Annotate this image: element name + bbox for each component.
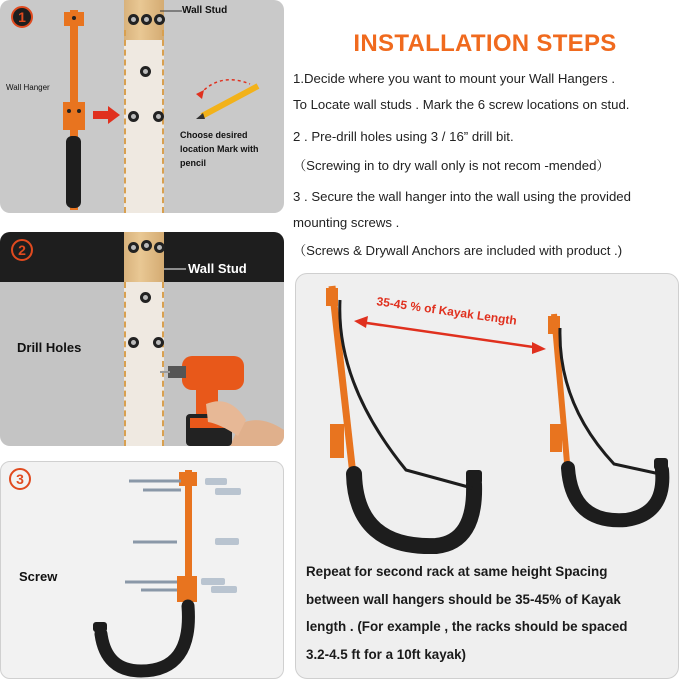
label-leader-line — [164, 266, 188, 272]
screw-label: Screw — [19, 569, 58, 584]
screw-mark — [154, 242, 165, 253]
spacing-measure-label: 35-45 % of Kayak Length — [375, 294, 518, 328]
wall-hanger-illustration — [40, 8, 100, 213]
hanger-with-screws-illustration — [81, 466, 281, 678]
screw-mark — [154, 14, 165, 25]
screw-mark — [141, 14, 152, 25]
wall-stud-label: Wall Stud — [188, 261, 247, 276]
drill-holes-label: Drill Holes — [17, 340, 82, 355]
screw-mark — [140, 292, 151, 303]
label-leader-line — [160, 8, 184, 14]
spacing-caption: Repeat for second rack at same height Spacing between wall hangers should be 35-45% of Kayak length . (For example , the racks should be spaced 3.2-4.5 ft for a 10ft kayak) — [306, 564, 628, 662]
step2-panel — [0, 232, 284, 446]
wall-stud-label: Wall Stud — [182, 5, 228, 16]
pencil-icon — [190, 72, 270, 122]
screw-mark — [128, 242, 139, 253]
choose-location-text: Choose desired location Mark with pencil — [180, 130, 259, 168]
stud-marked-area — [124, 282, 164, 446]
step1-badge: 1 — [11, 6, 33, 28]
spacing-panel — [295, 273, 679, 679]
step3-badge: 3 — [9, 468, 31, 490]
stud-edge-line — [124, 282, 126, 446]
screw-mark — [140, 66, 151, 77]
stud-edge-line — [124, 30, 126, 213]
step1-line-2: To Locate wall studs . Mark the 6 screw locations on stud. — [293, 97, 630, 112]
step1-line: 1.Decide where you want to mount your Wall Hangers . — [293, 71, 616, 86]
screw-mark — [141, 240, 152, 251]
step1-panel — [0, 0, 284, 213]
step3-line: 3 . Secure the wall hanger into the wall using the provided — [293, 189, 631, 204]
screw-mark — [153, 111, 164, 122]
step2-note: （Screwing in to dry wall only is not recom -mended） — [293, 158, 610, 173]
screw-mark — [128, 111, 139, 122]
power-drill-icon — [160, 344, 284, 446]
stud-edge-line — [162, 30, 164, 213]
wall-hanger-label: Wall Hanger — [6, 83, 50, 92]
installation-steps-title: INSTALLATION STEPS — [353, 30, 617, 57]
screw-mark — [128, 14, 139, 25]
step2-badge: 2 — [11, 239, 33, 261]
arrow-right-icon — [93, 106, 121, 124]
step3-line-2: mounting screws . — [293, 215, 400, 230]
step3-note: （Screws & Drywall Anchors are included with product .) — [293, 243, 623, 258]
step2-line: 2 . Pre-drill holes using 3 / 16” drill bit. — [293, 129, 514, 144]
step3-panel — [0, 461, 284, 679]
screw-mark — [128, 337, 139, 348]
